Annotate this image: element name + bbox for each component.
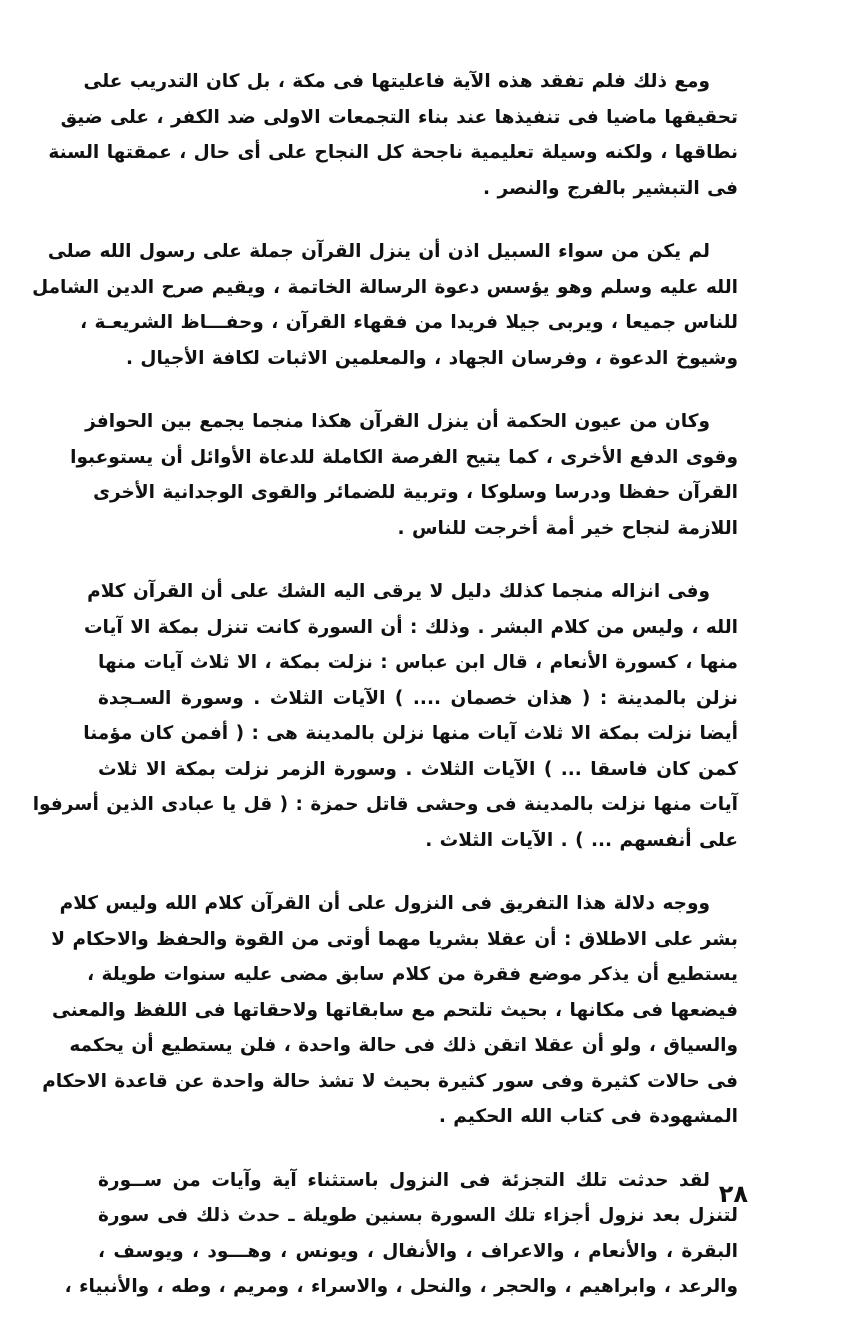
text-line: لم يكن من سواء السبيل اذن أن ينزل القرآن جملة على رسول الله صلى [47,241,710,262]
text-line: فى حالات كثيرة وفى سور كثيرة بحيث لا تشذ حالة واحدة عن قاعدة الاحكام [42,1070,738,1092]
paragraph-4 [32,574,738,858]
text-line: كمن كان فاسقا ... ) الآيات الثلاث . وسورة الزمر نزلت بمكة الا ثلاث [98,758,738,780]
paragraph-2 [32,234,738,376]
text-line: لقد حدثت تلك التجزئة فى النزول باستثناء آية وآيات من ســورة [98,1169,710,1191]
text-line: منها ، كسورة الأنعام ، قال ابن عباس : نزلت بمكة ، الا ثلاث آيات منها [98,652,738,673]
page-number: ٢٨ [718,1180,748,1208]
text-line: فيضعها فى مكانها ، بحيث تلتحم مع سابقاتها ولاحقاتها فى اللفظ والمعنى [52,999,738,1021]
text-line: ومع ذلك فلم تفقد هذه الآية فاعليتها فى مكة ، بل كان التدريب على [83,71,710,92]
text-line: وقوى الدفع الأخرى ، كما يتيح الفرصة الكاملة للدعاة الأوائل أن يستوعبوا [70,446,738,468]
text-line: نطاقها ، ولكنه وسيلة تعليمية ناجحة كل النجاح على أى حال ، عمقتها السنة [48,142,738,163]
text-line: والرعد ، وابراهيم ، والحجر ، والنحل ، والاسراء ، ومريم ، وطه ، والأنبياء ، [64,1276,738,1297]
text-line: القرآن حفظا ودرسا وسلوكا ، وتربية للضمائر والقوى الوجدانية الأخرى [93,482,738,503]
text-line: المشهودة فى كتاب الله الحكيم . [438,1106,738,1127]
text-line: لتنزل بعد نزول أجزاء تلك السورة بسنين طويلة ـ حدث ذلك فى سورة [98,1205,738,1226]
text-line: للناس جميعا ، ويربى جيلا فريدا من فقهاء القرآن ، وحفـــاظ الشريعـة ، [80,312,738,333]
text-line: الله ، وليس من كلام البشر . وذلك : أن السورة كانت تنزل بمكة الا آيات [83,616,738,638]
text-line: يستطيع أن يذكر موضع فقرة من كلام سابق مضى عليه سنوات طويلة ، [87,964,738,985]
text-line: أيضا نزلت بمكة الا ثلاث آيات منها نزلن بالمدينة هى : ( أفمن كان مؤمنا [83,723,738,744]
text-line: الله عليه وسلم وهو يؤسس دعوة الرسالة الخاتمة ، ويقيم صرح الدين الشامل [32,276,738,298]
paragraph-5 [42,886,738,1135]
text-line: فى التبشير بالفرج والنصر . [483,177,738,199]
text-line: اللازمة لنجاح خير أمة أخرجت للناس . [397,517,738,539]
text-line: وشيوخ الدعوة ، وفرسان الجهاد ، والمعلمين الاثبات لكافة الأجيال . [125,347,738,369]
text-line: وكان من عيون الحكمة أن ينزل القرآن هكذا منجما يجمع بين الحوافز [85,411,710,432]
text-line: والسياق ، ولو أن عقلا اتقن ذلك فى حالة واحدة ، فلن يستطيع أن يحكمه [69,1035,738,1056]
text-line: بشر على الاطلاق : أن عقلا بشريا مهما أوتى من القوة والحفظ والاحكام لا [51,928,738,950]
text-line: وفى انزاله منجما كذلك دليل لا يرقى اليه الشك على أن القرآن كلام [87,581,710,602]
text-line: البقرة ، والأنعام ، والاعراف ، والأنفال ، ويونس ، وهـــود ، ويوسف ، [98,1240,738,1262]
page-body [32,64,738,1333]
text-line: آيات منها نزلت بالمدينة فى وحشى قاتل حمزة : ( قل يا عبادى الذين أسرفوا [32,794,738,815]
text-line: نزلن بالمدينة : ( هذان خصمان .... ) الآيات الثلاث . وسورة السـجدة [98,687,738,709]
text-line: تحقيقها ماضيا فى تنفيذها عند بناء التجمعات الاولى ضد الكفر ، على ضيق [60,106,738,128]
paragraph-1 [48,64,738,206]
text-line: على أنفسهم ... ) . الآيات الثلاث . [425,829,738,851]
text-line: ووجه دلالة هذا التفريق فى النزول على أن القرآن كلام الله وليس كلام [59,893,710,914]
paragraph-3 [70,404,738,546]
paragraph-6 [64,1163,738,1305]
